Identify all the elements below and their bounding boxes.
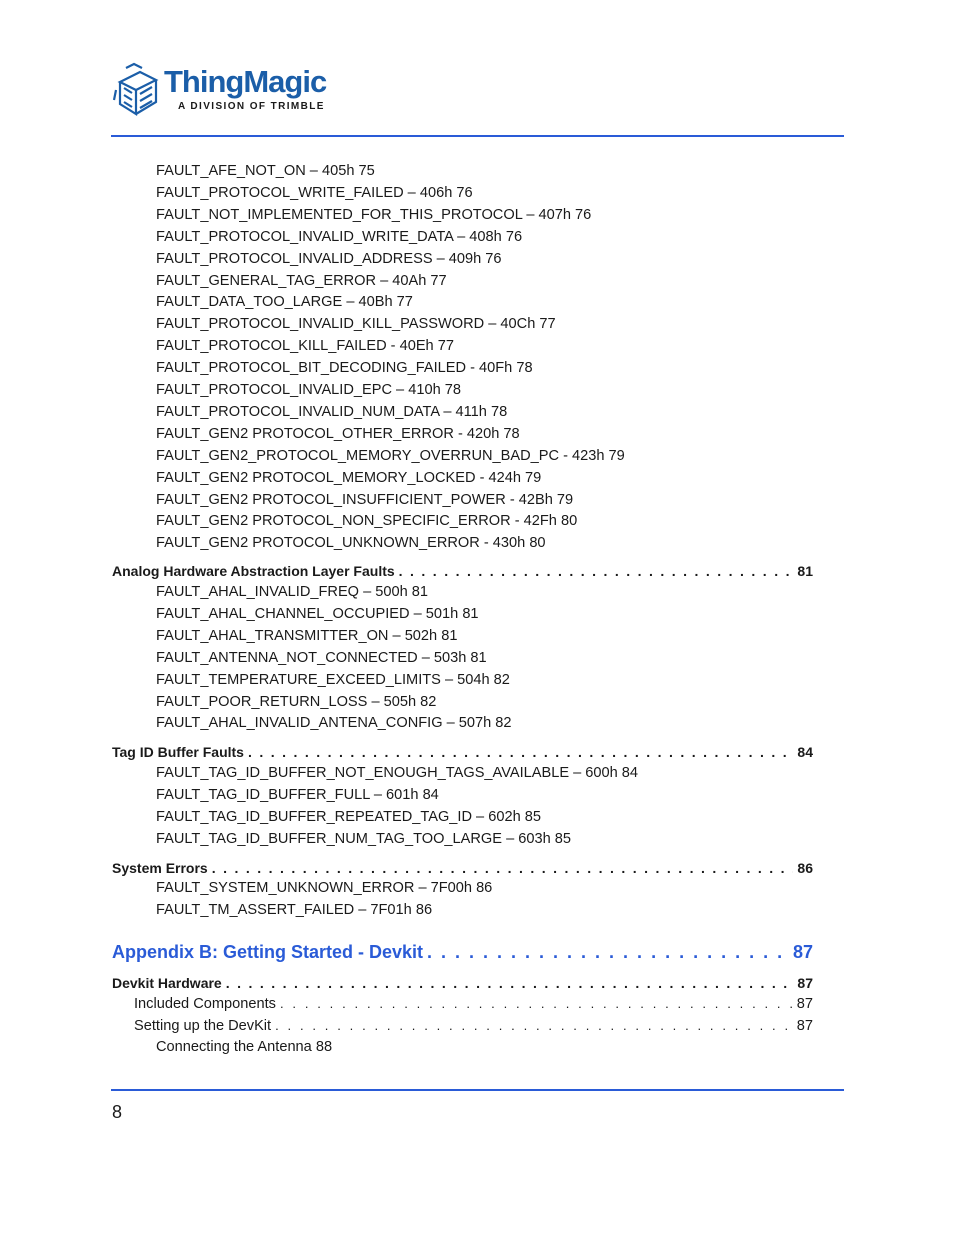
toc-entry[interactable]: FAULT_PROTOCOL_KILL_FAILED - 40Eh 77 [156,338,454,354]
subsection-devkit[interactable] [134,996,813,1012]
subsection-devkit-page: 87 [796,996,813,1012]
dot-leader [427,942,789,963]
appendix-b[interactable] [112,942,813,963]
toc-entry[interactable]: FAULT_TAG_ID_BUFFER_FULL – 601h 84 [156,787,439,803]
toc-entry[interactable]: FAULT_PROTOCOL_INVALID_ADDRESS – 409h 76 [156,251,502,267]
toc-entry[interactable]: Connecting the Antenna 88 [156,1039,333,1055]
thingmagic-cube-icon [112,62,160,120]
section-ahal[interactable] [112,563,813,579]
toc-entry[interactable]: FAULT_GEN2 PROTOCOL_INSUFFICIENT_POWER - 42Bh 79 [156,492,574,508]
page-number: 8 [112,1102,123,1122]
section-tag-id-buffer[interactable] [112,744,813,760]
brand-name: ThingMagic [164,64,327,99]
dot-leader [280,996,793,1011]
section-tag-id-buffer-page: 84 [797,744,813,760]
toc-entry[interactable]: FAULT_TEMPERATURE_EXCEED_LIMITS – 504h 82 [156,672,510,688]
footer-rule [111,1089,844,1091]
toc-entry[interactable]: FAULT_AHAL_INVALID_ANTENA_CONFIG – 507h 82 [156,715,512,731]
toc-entry[interactable]: FAULT_GENERAL_TAG_ERROR – 40Ah 77 [156,273,447,289]
dot-leader [212,860,794,876]
toc-entry[interactable]: FAULT_POOR_RETURN_LOSS – 505h 82 [156,694,437,710]
toc-entry[interactable]: FAULT_GEN2 PROTOCOL_UNKNOWN_ERROR - 430h 80 [156,535,546,551]
toc-entry[interactable]: FAULT_PROTOCOL_WRITE_FAILED – 406h 76 [156,185,473,201]
toc-entry[interactable]: FAULT_NOT_IMPLEMENTED_FOR_THIS_PROTOCOL – 407h 76 [156,207,592,223]
appendix-b-title: Appendix B: Getting Started - Devkit [112,942,424,962]
section-devkit-hardware-page: 87 [797,975,813,991]
toc-entry[interactable]: FAULT_GEN2 PROTOCOL_MEMORY_LOCKED - 424h 79 [156,470,542,486]
toc-entry[interactable]: FAULT_PROTOCOL_INVALID_EPC – 410h 78 [156,382,461,398]
toc-entry[interactable]: FAULT_TAG_ID_BUFFER_NUM_TAG_TOO_LARGE – 603h 85 [156,831,571,847]
section-ahal-page: 81 [797,563,813,579]
dot-leader [275,1018,793,1033]
dot-leader [248,744,793,760]
section-ahal-title: Analog Hardware Abstraction Layer Faults [112,563,395,579]
toc-entry[interactable]: FAULT_PROTOCOL_BIT_DECODING_FAILED - 40Fh 78 [156,360,533,376]
toc-entry[interactable]: FAULT_GEN2 PROTOCOL_OTHER_ERROR - 420h 78 [156,426,520,442]
section-devkit-hardware-title: Devkit Hardware [112,975,222,991]
toc-entry[interactable]: FAULT_DATA_TOO_LARGE – 40Bh 77 [156,294,413,310]
subsection-devkit-title: Setting up the DevKit [134,1018,272,1034]
appendix-b-page: 87 [792,942,813,962]
toc-entry[interactable]: FAULT_TAG_ID_BUFFER_REPEATED_TAG_ID – 602h 85 [156,809,541,825]
section-system-errors-page: 86 [797,860,813,876]
header-rule [111,135,844,137]
toc-entry[interactable]: FAULT_PROTOCOL_INVALID_NUM_DATA – 411h 78 [156,404,508,420]
section-system-errors[interactable] [112,860,813,876]
section-devkit-hardware[interactable] [112,975,813,991]
toc-entry[interactable]: FAULT_AHAL_TRANSMITTER_ON – 502h 81 [156,628,458,644]
brand-tagline: A DIVISION OF TRIMBLE [178,101,325,112]
subsection-devkit[interactable] [134,1018,813,1034]
toc-entry[interactable]: FAULT_AFE_NOT_ON – 405h 75 [156,163,375,179]
toc-entry[interactable]: FAULT_PROTOCOL_INVALID_WRITE_DATA – 408h 76 [156,229,523,245]
subsection-devkit-title: Included Components [134,996,276,1012]
dot-leader [226,975,794,991]
toc-entry[interactable]: FAULT_AHAL_INVALID_FREQ – 500h 81 [156,584,429,600]
section-tag-id-buffer-title: Tag ID Buffer Faults [112,744,244,760]
toc-entry[interactable]: FAULT_PROTOCOL_INVALID_KILL_PASSWORD – 40Ch 77 [156,316,556,332]
toc-entry[interactable]: FAULT_TM_ASSERT_FAILED – 7F01h 86 [156,902,433,918]
toc-entry[interactable]: FAULT_SYSTEM_UNKNOWN_ERROR – 7F00h 86 [156,880,493,896]
subsection-devkit-page: 87 [796,1018,813,1034]
toc-entry[interactable]: FAULT_TAG_ID_BUFFER_NOT_ENOUGH_TAGS_AVAILABLE – 600h 84 [156,765,639,781]
dot-leader [399,563,794,579]
toc-entry[interactable]: FAULT_ANTENNA_NOT_CONNECTED – 503h 81 [156,650,487,666]
thingmagic-logo [112,60,342,122]
toc-entry[interactable]: FAULT_GEN2 PROTOCOL_NON_SPECIFIC_ERROR - 42Fh 80 [156,513,578,529]
toc-entry[interactable]: FAULT_GEN2_PROTOCOL_MEMORY_OVERRUN_BAD_PC - 423h 79 [156,448,625,464]
toc-entry[interactable]: FAULT_AHAL_CHANNEL_OCCUPIED – 501h 81 [156,606,479,622]
section-system-errors-title: System Errors [112,860,208,876]
